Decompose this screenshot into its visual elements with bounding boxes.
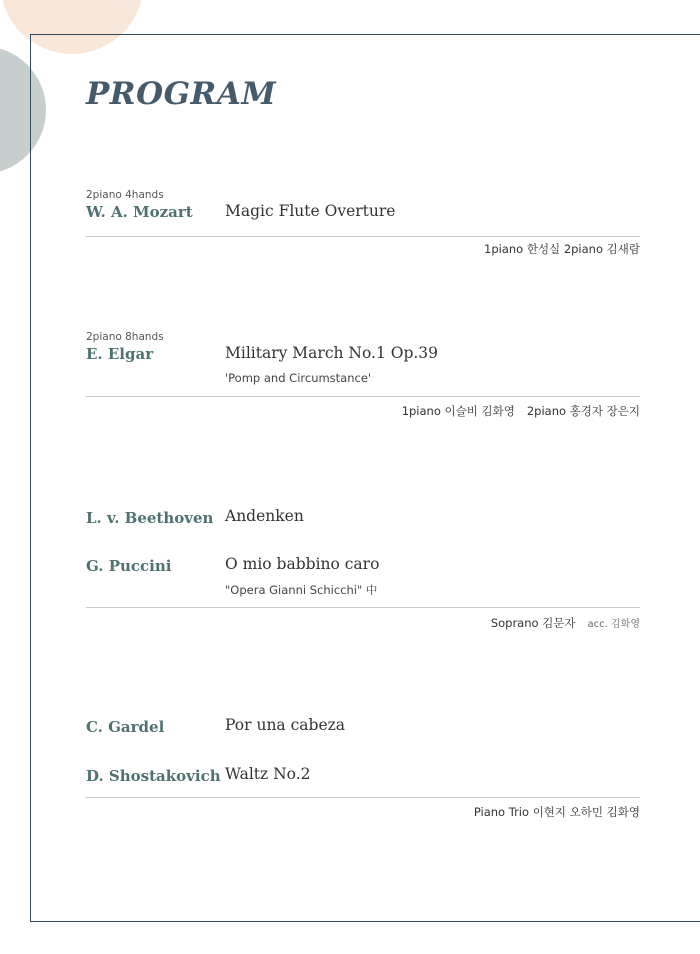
performer-credit: 1piano 한성실 2piano 김새람 — [484, 242, 640, 256]
page-frame — [30, 34, 700, 922]
work-title: Military March No.1 Op.39 — [225, 344, 439, 362]
composer-name: L. v. Beethoven — [86, 509, 214, 527]
performer-group: 2piano 홍경자 장은지 — [526, 404, 640, 418]
performer-credit: Piano Trio 이현지 오하민 김화영 — [473, 805, 640, 819]
work-title: Por una cabeza — [225, 716, 346, 734]
performance-type-label: 2piano 4hands — [86, 189, 164, 201]
divider — [86, 396, 640, 397]
performer-group: Soprano 김문자 — [490, 616, 576, 630]
composer-name: E. Elgar — [86, 345, 154, 363]
page-title: PROGRAM — [86, 76, 277, 112]
work-subtitle: "Opera Gianni Schicchi" 中 — [225, 583, 378, 597]
work-title: Magic Flute Overture — [225, 202, 396, 220]
divider — [86, 607, 640, 608]
composer-name: G. Puccini — [86, 557, 172, 575]
performer-credit — [402, 403, 640, 419]
work-title: Waltz No.2 — [225, 765, 311, 783]
divider — [86, 236, 640, 237]
work-subtitle: 'Pomp and Circumstance' — [225, 371, 372, 385]
composer-name: W. A. Mozart — [86, 203, 193, 221]
accompanist: acc. 김화영 — [587, 619, 640, 630]
composer-name: D. Shostakovich — [86, 767, 221, 785]
composer-name: C. Gardel — [86, 718, 165, 736]
performer-credit — [491, 615, 640, 631]
work-title: O mio babbino caro — [225, 555, 380, 573]
work-title: Andenken — [225, 507, 304, 525]
performer-group: 1piano 이슬비 김화영 — [401, 404, 515, 418]
divider — [86, 797, 640, 798]
performance-type-label: 2piano 8hands — [86, 331, 164, 343]
